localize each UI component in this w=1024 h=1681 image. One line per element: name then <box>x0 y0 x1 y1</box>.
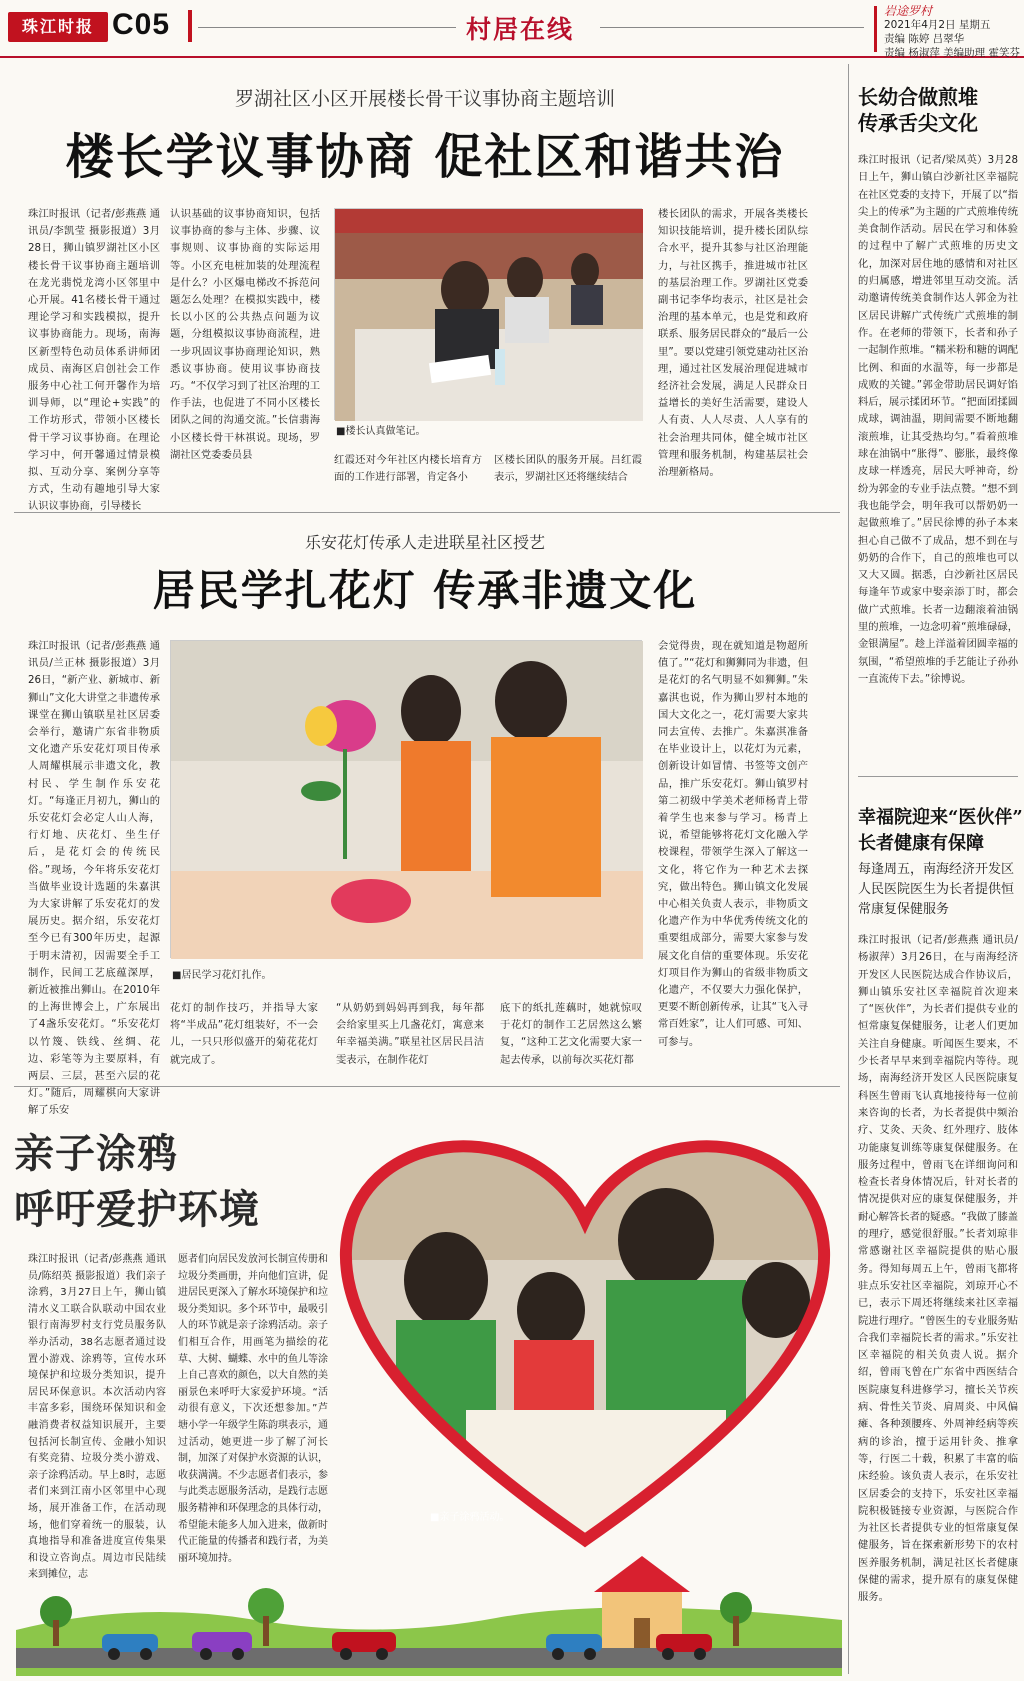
section-title: 村居在线 <box>466 15 575 44</box>
story2-column-3: “从奶奶到妈妈再到我，每年都会给家里买上几盏花灯，寓意来年幸福美满。”联星社区居民吕洁雯表示，在制作花灯 <box>336 1002 484 1066</box>
lantern-photo-icon <box>171 641 643 959</box>
side1-headline-line1: 长幼合做煎堆 <box>858 85 978 109</box>
story3-headline-line1: 亲子涂鸦 <box>14 1130 178 1177</box>
side2-headline-line2: 长者健康有保障 <box>858 833 984 854</box>
story2-column-5: 会觉得贵，现在就知道是物超所值了。”“花灯和狮狮同为非遗，但是花灯的名气明显不如狮狮。”朱嘉淇也说，作为狮山罗村本地的国大文化之一，花灯需要大家共同去宣传、去推广。朱嘉淇准备在毕业设计上，以花灯为元素，创新设计如冒情、书签等文创产品，推广乐安花灯。狮山镇罗村第二初级中学美术老师杨青上带着学生也来参与学习。杨青上说，希望能够将花灯文化融入学校课程，带领学生深入了解这一文化，将它作为一种艺术去探究，做出特色。狮山镇文化发展中心相关负责人表示，非物质文化遗产作为中华优秀传统文化的重要组成部分，需要大家参与发展文化自信的重要体现。乐安花灯项目作为狮山的省级非物质文化遗产，不仅要大力强化保护，更要不断创新传承，让其“飞入寻常百姓家”，让人们可感、可知、可参与。 <box>658 640 808 1048</box>
meeting-photo-icon <box>335 209 643 421</box>
masthead <box>0 0 1024 58</box>
story3-column-2: 愿者们向居民发放河长制宣传册和垃圾分类画册，并向他们宣讲，促进居民更深入了解水环境保护和垃圾分类知识。多个环节中，最吸引人的环节就是亲子涂鸦活动。亲子们相互合作，用画笔为描绘的花草、大树、蝴蝶、水中的鱼儿等涂上自己喜欢的颜色，以大自然的美丽景色来呼吁大家爱护环境。“活动很有意义，下次还想参加。”芦塘小学一年级学生陈韵琪表示，通过活动，她更进一步了解了河长制，加深了对保护水资源的认识，收获满满。不少志愿者们表示，参与此类志愿服务活动，是践行志愿服务精神和环保理念的具体行动，希望能未能多人加入进来，做新时代正能量的传播者和践行者，为美丽环境加持。 <box>178 1254 328 1564</box>
story3-headline-line2: 呼吁爱护环境 <box>14 1186 260 1233</box>
side1-headline-line2: 传承舌尖文化 <box>858 111 978 135</box>
side2-subhead: 每逢周五，南海经济开发区人民医院医生为长者提供恒常康复保健服务 <box>858 862 1015 917</box>
story2-headline: 居民学扎花灯 传承非遗文化 <box>152 566 698 615</box>
sidebar-divider <box>848 64 849 1674</box>
story2-column-1: 珠江时报讯（记者/彭燕燕 通讯员/兰正林 摄影报道）3月26日，“新产业、新城市、新狮山”文化大讲堂之非遗传承课堂在狮山镇联星社区居委会举行，邀请广东省非物质文化遗产乐安花灯项目传承人周耀棋展示非遗文化，教村民、学生制作乐安花灯。“每逢正月初九，狮山的乐安花灯会必定人山人海，行灯地、庆花灯、坐生仔后，是花灯会的传统民俗。”现场，今年将乐安花灯当做毕业设计选题的朱嘉淇为大家讲解了乐安花灯的发展历史。据介绍，乐安花灯至今已有300年历史，起源于明末清初，因需要全手工制作，民间工艺底蕴深厚，新近被推出狮山。在2010年的上海世博会上，广东展出了4盏乐安花灯。“乐安花灯以竹篾、铁线、丝绸、花边、彩笔等为主要原料，有两层、三层，甚至六层的花灯。”随后，周耀棋向大家讲解了乐安 <box>28 640 160 1117</box>
heart-frame-icon <box>336 1130 834 1550</box>
masthead-divider-right <box>874 6 877 52</box>
brand-mark: 岩途罗村 <box>884 4 933 18</box>
story2-kicker: 乐安花灯传承人走进联星社区授艺 <box>304 533 545 552</box>
story1-column-1: 珠江时报讯（记者/彭燕燕 通讯员/李凯莹 摄影报道）3月28日，狮山镇罗湖社区小区楼长骨干议事协商主题培训在龙光翡悦龙湾小区邻里中心开展。41名楼长骨干通过理论学习和实践模拟，提升议事协商能力。现场，南海区新型特色动员体系讲师团成员、南海区启创社会工作服务中心社工何开馨作为培训导师，以“理论+实践”的工作坊形式，带领小区楼长骨干学习议事协商。在理论学习中，何开馨通过情景模拟、互动分享、案例分享等方式，生动有趣地引导大家认识议事协商，引导楼长 <box>28 208 160 513</box>
sidebar-rule <box>858 776 1018 777</box>
story1-column-2: 认识基础的议事协商知识，包括议事协商的参与主体、步骤、议事规则、议事协商的实际运用等。小区充电桩加装的处理流程是什么？小区爆电梯改不拆范问题怎么处理？在模拟实践中，楼长以小区的公共热点问题为议题，分组模拟议事协商流程，进一步巩固议事协商理论知识，熟悉议事协商。使用议事协商技巧。“不仅学习到了社区治理的工作手法，也促进了不同小区楼长团队之间的沟通交流。”长信翡海小区楼长骨干林祺说。现场，罗湖社区党委委员县 <box>170 208 320 461</box>
story1-column-3: 红霞还对今年社区内楼长培育方面的工作进行部署，肯定各小 <box>334 454 482 484</box>
story3-photo-caption: ■亲子涂鸦活动。 <box>430 1512 510 1523</box>
side2-body: 珠江时报讯（记者/彭燕燕 通讯员/杨淑萍）3月26日，在与南海经济开发区人民医院达成合作协议后，狮山镇乐安社区幸福院首次迎来了“医伙伴”，为长者们提供专业的恒常康复保健服务，让老人们更加关注自身健康。听闻医生要来，不少长者早早来到幸福院内等待。现场，南海经济开发区人民医院康复科医生曾雨飞认真地接待每一位前来咨询的长者，为长者提供中频治疗、艾灸、天灸、红外理疗、肢体功能康复训练等康复保健服务。在服务过程中，曾雨飞在详细询问和检查长者身体情况后，针对长者的情况提供对应的康复保健服务，并耐心解答长者的疑惑。“我做了膝盖的理疗，感觉很舒服。”长者刘琼非常感谢社区幸福院提供的贴心服务。得知每周五上午，曾雨飞都将驻点乐安社区幸福院，刘琼开心不已，表示下周还将继续来社区幸福院进行理疗。“曾医生的专业服务贴合我们幸福院长者的需求。”乐安社区幸福院的相关负责人说。据介绍，曾雨飞曾在广东省中西医结合医院康复科进修学习，擅长关节疾病、骨性关节炎、肩周炎、中风偏瘫、各种颈腰疼、外周神经病等疾病的诊治，擅于运用针灸、推拿等，行医二十载，积累了丰富的临床经验。该负责人表示，在乐安社区居委会的支持下，乐安社区幸福院积极链接专业资源，与医院合作为社区长者提供专业的恒常康复保健服务，旨在探索新形势下的农村医养服务机制，满足社区长者健康保健的需求，提升原有的康复保健服务。 <box>858 934 1018 1604</box>
masthead-rule-left <box>198 27 456 28</box>
story2-column-4: 底下的纸扎莲藕时，她就惊叹于花灯的制作工艺居然这么繁复，“这种工艺文化需要大家一起去传承，以前每次买花灯都 <box>500 1002 642 1066</box>
side1-body: 珠江时报讯（记者/梁凤英）3月28日上午，狮山镇白沙新社区幸福院在社区党委的支持下，开展了以“指尖上的传承”为主题的广式煎堆传统美食制作活动。居民在学习和体验的过程中了解广式煎堆的历史文化，加深对居住地的感情和对社区的归属感，增进邻里互动交流。活动邀请传统美食制作达人郭金为社区居民讲解广式传统广式煎堆的制作。在老师的带领下，长者和孙子一起制作煎堆。“糯米粉和糖的调配比例、和面的水温等，每一步都是成败的关键。”郭金带助居民调好馅料后，展示揉团环节。“把面团揉圆成球，调油温，期间需要不断地翻滚煎堆，让其受热均匀。”看着煎堆球在油锅中“胀得”、膨胀，最终像皮球一样透亮，居民大呼神奇，纷纷为郭金的专业手法点赞。“想不到我也能学会，明年我可以帮奶奶一起做煎堆了。”居民徐博的孙子本来担心自己做不了成品，想不到在与奶奶的合作下，自己的煎堆也可以又大又圆。据悉，白沙新社区居民每逢年节或家中娶亲添丁时，都会做广式煎堆。长者一边翻滚着油锅里的煎堆，一边念叨着“煎堆碌碌，金银满屋”。趁上洋溢着团圆幸福的氛围，“希望煎堆的手艺能让子孙孙一直流传下去。”徐博说。 <box>858 154 1018 685</box>
story3-column-1: 珠江时报讯（记者/彭燕燕 通讯员/陈绍英 摄影报道）我们亲子涂鸦，3月27日上午，狮山镇清水义工联合队联动中国农业银行南海罗村支行党员服务队举办活动，38名志愿者通过设置小游戏、涂鸦等，宣传水环境保护和垃圾分类知识，提升居民环保意识。本次活动内容丰富多彩，围绕环保知识和金融消费者权益知识展开，主要包括河长制宣传、金融小知识有奖竞猜、垃圾分类小游戏、亲子涂鸦活动。早上8时，志愿者们来到江南小区邻里中心现场，展开准备工作，在活动现场，他们穿着统一的服装，认真地指导和准备进度宣传集果和设立咨询点。周边市民陆续来到摊位，志 <box>28 1254 166 1581</box>
story2-photo-caption: ■居民学习花灯扎作。 <box>172 970 272 981</box>
story1-column-5: 楼长团队的需求，开展各类楼长知识技能培训，提升楼长团队综合水平，提升其参与社区治理能力，与社区携手，推进城市社区的基层治理工作。罗湖社区党委副书记李华均表示，社区是社会治理的基本单元，也是党和政府联系、服务居民群众的“最后一公里”。要以党建引领党建动社区治理，通过社区发展治理促进城市经济社会发展，满足人民群众日益增长的美好生活需要，建设人人有责、人人尽责、人人享有的社会治理共同体，健全城市社区管理和服务机制，构建基层社会治理新格局。 <box>658 208 808 479</box>
story1-headline: 楼长学议事协商 促社区和谐共治 <box>65 129 785 185</box>
town-illustration <box>16 1560 842 1676</box>
page-number: C05 <box>112 8 171 41</box>
story2-column-2: 花灯的制作技巧，并指导大家将“半成品”花灯组装好，不一会儿，一只只形似盛开的菊花花灯就完成了。 <box>170 1002 318 1066</box>
masthead-info <box>884 4 1020 60</box>
newspaper-logo: 珠江时报 <box>8 12 108 42</box>
story1-column-4: 区楼长团队的服务开展。吕红霞表示，罗湖社区还将继续结合 <box>494 454 642 484</box>
section-divider-2 <box>14 1086 840 1087</box>
story1-photo-caption: ■楼长认真做笔记。 <box>336 426 426 437</box>
proof-credit: 责编 杨淑萍 美编助理 霍笑芬 <box>884 47 1021 59</box>
story2-photo <box>170 640 642 958</box>
masthead-divider <box>188 10 192 42</box>
side2-headline-line1: 幸福院迎来“医伙伴” <box>858 807 1023 828</box>
story1-kicker: 罗湖社区小区开展楼长骨干议事协商主题培训 <box>234 88 615 110</box>
section-divider-1 <box>14 512 840 513</box>
masthead-rule-right <box>600 27 864 28</box>
issue-date: 2021年4月2日 星期五 <box>884 19 991 31</box>
editor-credit: 责编 陈婷 吕翠华 <box>884 33 965 45</box>
story1-photo <box>334 208 642 420</box>
